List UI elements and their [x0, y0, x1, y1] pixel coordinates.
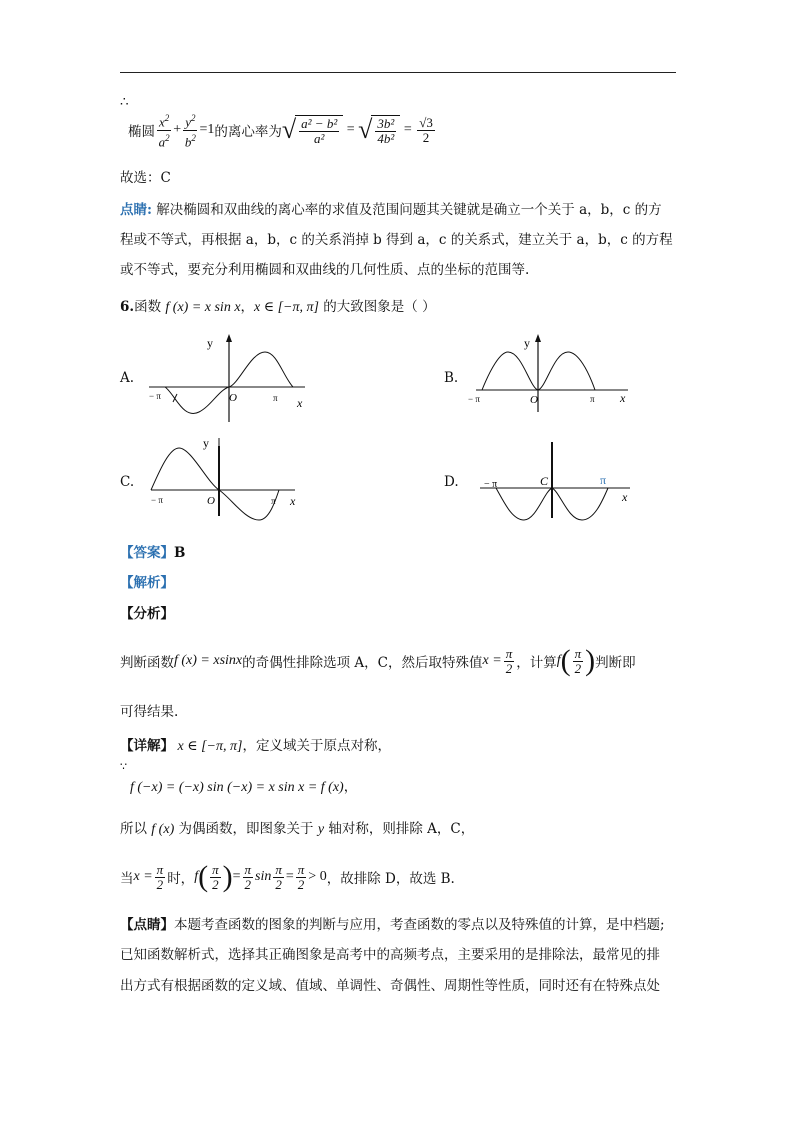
ellipse-eccentricity-line: 椭圆 $\frac{x^2}{a^2}$ + $\frac{y^2}{b^2}$ =1 的离心率为 √ $\frac{\text{a² − b²}}{\text{a²}}$ = √ $\frac{\text{3b²}}{\text{4b²}}$ = $\frac{√3}{2}$: [128, 113, 433, 149]
detail-line4: 当 x = $\frac{\pi}{2}$ 时， f ( $\frac{\pi}{2}$ ) = $\frac{\pi}{2}$ sin $\frac{\pi}{2}$ = $\frac{\pi}{2}$ > 0 ，故排除 D，故选 B.: [120, 860, 455, 893]
option-c-label: C.: [120, 474, 135, 490]
graph-b-neg-pi: − π: [468, 394, 480, 404]
graph-a-origin: O: [229, 392, 237, 404]
graph-b-y-arrow: [535, 334, 541, 342]
detail-equation: f (−x) = (−x) sin (−x) = x sin x = f (x)，: [130, 779, 358, 795]
because-symbol: ∵: [120, 760, 127, 773]
option-d-label: D.: [444, 474, 459, 490]
tip1-label: 点睛:: [120, 202, 152, 218]
question-number: 6.: [120, 299, 135, 315]
header-rule: [120, 72, 676, 73]
question-function: f (x) = x sin x: [165, 300, 241, 315]
graph-b-origin: O: [530, 394, 538, 406]
sqrt3-over-2: $\frac{√3}{2}$: [419, 114, 433, 145]
option-b-label: B.: [444, 370, 459, 386]
tip1-line2: 程或不等式，再根据 a，b，c 的关系消掉 b 得到 a，c 的关系式，建立关于 a，b，c 的方程: [120, 232, 673, 248]
tip2-label: 【点睛】: [120, 917, 174, 933]
eccentricity-text: 的离心率为: [214, 124, 282, 140]
detail-line3: 所以 f (x) 为偶函数，即图象关于 y 轴对称，则排除 A，C，: [120, 821, 475, 837]
graph-c-pi: π: [271, 496, 276, 506]
x-over-a-fraction: $\frac{x^2}{a^2}$: [158, 113, 170, 149]
graph-a-y-arrow: [226, 334, 232, 342]
question-6: 6.函数 f (x) = x sin x，x ∈ [−π, π] 的大致图象是（ ）: [120, 299, 436, 315]
fenxi-label: 【分析】: [120, 606, 174, 622]
graph-a-y-label: y: [207, 336, 213, 350]
equals-one: =1: [199, 122, 215, 137]
graph-d-x-label: x: [622, 490, 628, 504]
graph-b-y-label: y: [524, 336, 530, 350]
graph-a-pi: π: [273, 393, 278, 403]
graph-b-pi: π: [590, 394, 595, 404]
detail-line1: 【详解】 x ∈ [−π, π]，定义域关于原点对称，: [120, 738, 391, 754]
y-over-b-fraction: $\frac{y^2}{b^2}$: [184, 113, 196, 149]
tip2-line3: 出方式有根据函数的定义域、值域、单调性、奇偶性、周期性等性质，同时还有在特殊点处: [120, 978, 660, 994]
tip2-line2: 已知函数解析式，选择其正确图象是高考中的高频考点，主要采用的是排除法，最常见的排: [120, 947, 660, 963]
graph-d-origin: C: [540, 474, 549, 488]
option-a-label: A.: [120, 370, 135, 386]
answer-line: [120, 541, 185, 561]
graph-c-x-label: x: [290, 494, 296, 508]
pi-over-2-fraction: $\frac{\pi}{2}$: [505, 645, 513, 676]
graph-b: [468, 330, 638, 425]
tip1-line3: 或不等式，要充分利用椭圆和双曲线的几何性质、点的坐标的范围等.: [120, 262, 530, 278]
graph-c-neg-pi: − π: [151, 495, 163, 505]
answer-label: 【答案】: [120, 545, 174, 561]
tip2-line1: 【点睛】本题考查函数的图象的判断与应用，考查函数的零点以及特殊值的计算，是中档题;: [120, 917, 665, 933]
graph-d: [470, 432, 640, 527]
graph-c-y-label: y: [203, 436, 209, 450]
graph-c-origin: O: [207, 495, 215, 507]
ellipse-label: 椭圆: [128, 124, 155, 140]
tip1-line1: 点睛: 解决椭圆和双曲线的离心率的求值及范围问题其关键就是确立一个关于 a，b，c 的方: [120, 202, 662, 218]
answer-value: B: [174, 545, 186, 561]
question-domain: x ∈ [−π, π]: [254, 300, 319, 315]
graph-c: [145, 432, 315, 527]
sqrt-3b2-over-4b2: √ $\frac{\text{3b²}}{\text{4b²}}$: [358, 115, 400, 146]
graph-b-x-label: x: [620, 391, 626, 405]
therefore-symbol: ∴: [120, 94, 129, 110]
graph-d-neg-pi: − π: [484, 479, 498, 490]
detail-label: 【详解】: [120, 738, 174, 754]
analysis-label: 【解析】: [120, 575, 174, 591]
graph-a: [145, 330, 315, 425]
graph-c-curve: [151, 448, 279, 520]
fenxi-function: f (x) = xsinx: [174, 653, 243, 668]
previous-answer: 故选：C: [120, 170, 171, 186]
sqrt-a2-minus-b2: √ $\frac{\text{a² − b²}}{\text{a²}}$: [282, 115, 343, 146]
fenxi-line1: 判断函数 f (x) = xsinx 的奇偶性排除选项 A，C，然后取特殊值 x = $\frac{\pi}{2}$ ，计算 f ( $\frac{\pi}{2}$ ) 判断即: [120, 644, 636, 677]
graph-d-pi: π: [600, 473, 607, 487]
graph-a-x-label: x: [297, 396, 303, 410]
graph-a-neg-pi: − π: [149, 391, 161, 401]
fenxi-line2: 可得结果.: [120, 704, 179, 720]
